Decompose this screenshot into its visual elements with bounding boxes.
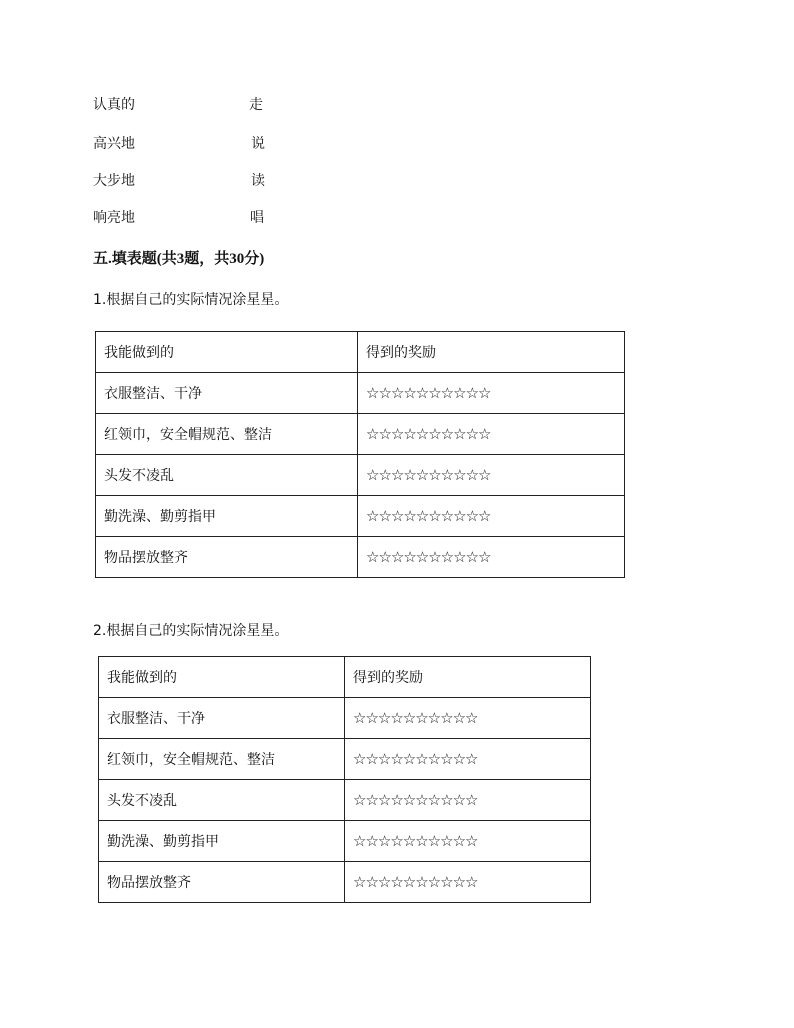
item-cell: 红领巾，安全帽规范、整洁 (96, 414, 358, 455)
table-row (99, 821, 591, 862)
matching-row (0, 94, 794, 116)
item-cell: 勤洗澡、勤剪指甲 (96, 496, 358, 537)
matching-right: 唱 (250, 210, 264, 226)
table-header-cell: 得到的奖励 (345, 657, 591, 698)
table-header-cell: 得到的奖励 (358, 332, 625, 373)
matching-row (0, 170, 794, 192)
matching-left: 响亮地 (93, 210, 135, 226)
question-title: 2.根据自己的实际情况涂星星。 (93, 623, 289, 639)
matching-right: 走 (249, 97, 263, 113)
item-cell: 红领巾，安全帽规范、整洁 (99, 739, 345, 780)
star-rating[interactable]: ☆☆☆☆☆☆☆☆☆☆ (358, 537, 625, 578)
star-rating[interactable]: ☆☆☆☆☆☆☆☆☆☆ (358, 373, 625, 414)
table-row (99, 698, 591, 739)
question-title: 1.根据自己的实际情况涂星星。 (93, 292, 289, 308)
item-cell: 头发不凌乱 (99, 780, 345, 821)
table-row (96, 455, 625, 496)
star-rating[interactable]: ☆☆☆☆☆☆☆☆☆☆ (345, 780, 591, 821)
star-rating[interactable]: ☆☆☆☆☆☆☆☆☆☆ (345, 698, 591, 739)
matching-right: 说 (251, 136, 265, 152)
item-cell: 勤洗澡、勤剪指甲 (99, 821, 345, 862)
star-table (95, 331, 625, 578)
star-rating[interactable]: ☆☆☆☆☆☆☆☆☆☆ (345, 862, 591, 903)
table-header-cell: 我能做到的 (99, 657, 345, 698)
item-cell: 衣服整洁、干净 (99, 698, 345, 739)
item-cell: 头发不凌乱 (96, 455, 358, 496)
section-title: 五.填表题(共3题，共30分) (93, 251, 265, 267)
item-cell: 物品摆放整齐 (99, 862, 345, 903)
table-row (99, 862, 591, 903)
matching-left: 高兴地 (93, 136, 135, 152)
star-rating[interactable]: ☆☆☆☆☆☆☆☆☆☆ (345, 821, 591, 862)
table-row (99, 739, 591, 780)
matching-left: 大步地 (93, 173, 135, 189)
star-table (98, 656, 591, 903)
star-rating[interactable]: ☆☆☆☆☆☆☆☆☆☆ (358, 414, 625, 455)
item-cell: 衣服整洁、干净 (96, 373, 358, 414)
table-row (96, 414, 625, 455)
table-header-row (96, 332, 625, 373)
table-header-row (99, 657, 591, 698)
table-row (96, 537, 625, 578)
table-row (96, 373, 625, 414)
star-rating[interactable]: ☆☆☆☆☆☆☆☆☆☆ (358, 455, 625, 496)
matching-right: 读 (251, 173, 265, 189)
table-row (96, 496, 625, 537)
table-row (99, 780, 591, 821)
star-rating[interactable]: ☆☆☆☆☆☆☆☆☆☆ (345, 739, 591, 780)
matching-left: 认真的 (93, 97, 135, 113)
star-rating[interactable]: ☆☆☆☆☆☆☆☆☆☆ (358, 496, 625, 537)
table-header-cell: 我能做到的 (96, 332, 358, 373)
matching-row (0, 133, 794, 155)
item-cell: 物品摆放整齐 (96, 537, 358, 578)
matching-row (0, 207, 794, 229)
